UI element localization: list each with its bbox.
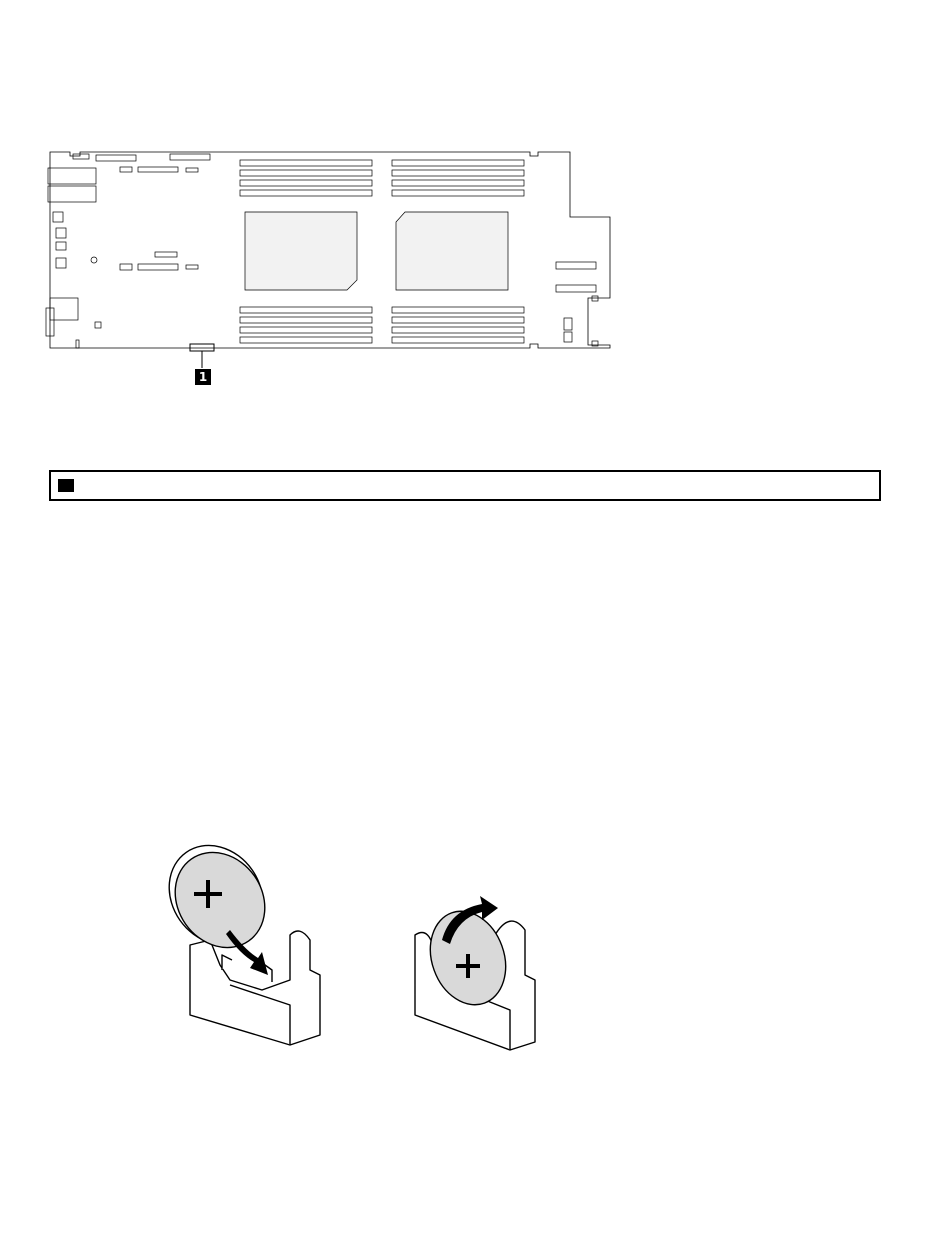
battery-installation-illustration [150,830,550,1060]
rear-io-connectors [46,168,101,348]
processor-areas [245,212,508,290]
system-board-illustration [40,140,620,390]
dimm-slots-lower [240,307,524,343]
pcie-slots-right [556,262,598,346]
dimm-slots-upper [240,160,524,196]
callout-badge: 1 [195,369,211,385]
coin-cell-battery-left [150,830,283,965]
legend-callout-marker: 1 [58,479,74,492]
battery-socket-left [190,931,320,1045]
pcie-slots-top [73,154,210,270]
cmos-battery-location [190,344,214,351]
legend-table [49,470,881,501]
